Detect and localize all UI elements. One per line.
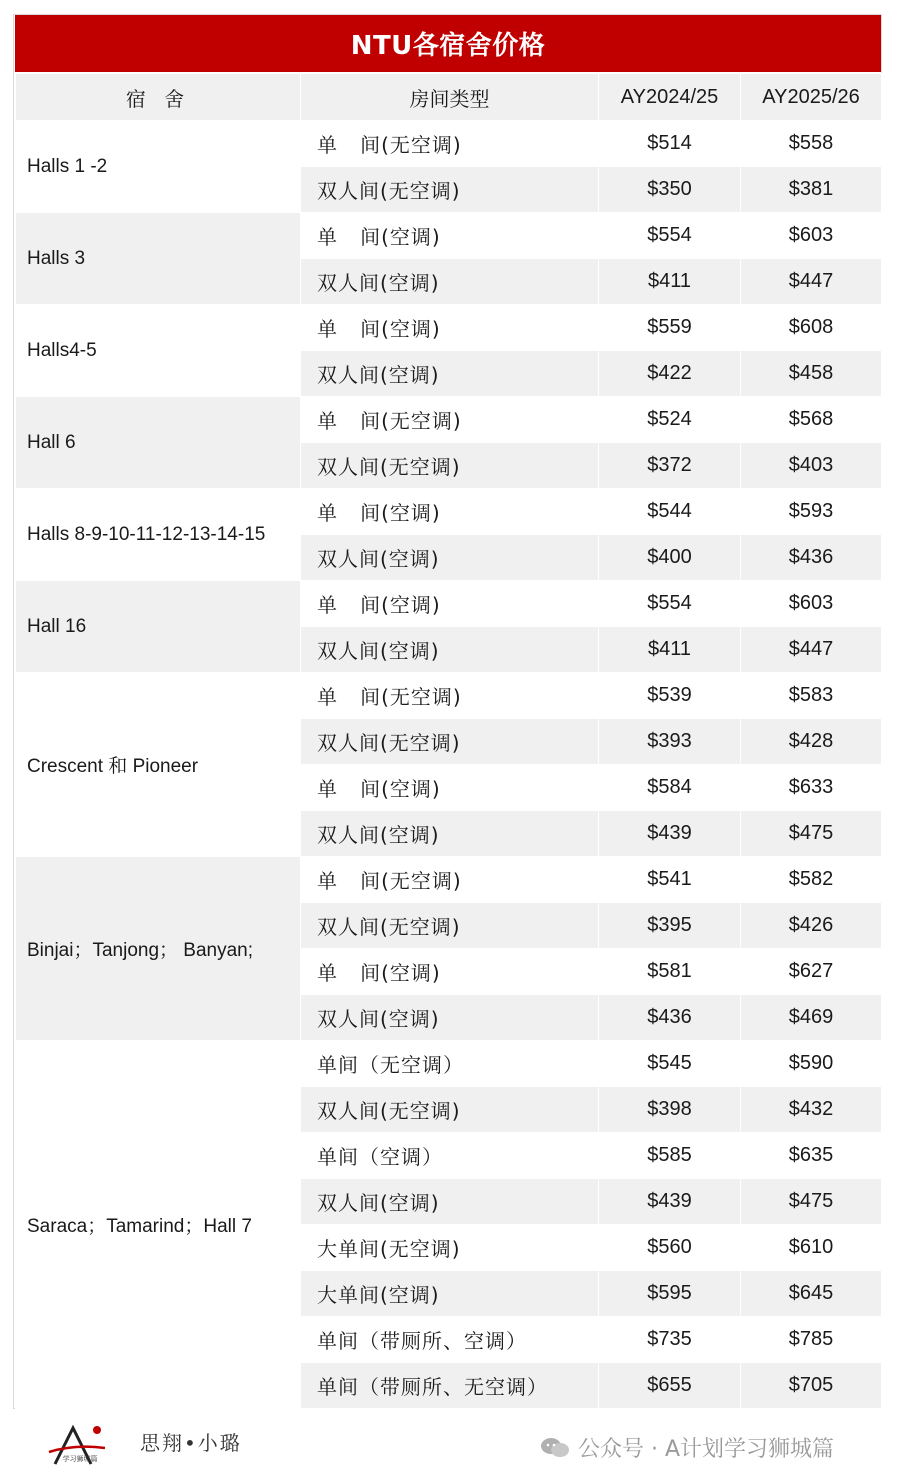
price-ay2025-26: $447 — [741, 627, 882, 673]
price-ay2024-25: $585 — [599, 1133, 741, 1179]
table-row — [16, 305, 882, 351]
price-ay2025-26: $458 — [741, 351, 882, 397]
table-row — [16, 213, 882, 259]
price-ay2024-25: $398 — [599, 1087, 741, 1133]
price-ay2025-26: $426 — [741, 903, 882, 949]
table-row — [16, 673, 882, 719]
room-type: 双人间(无空调) — [301, 719, 599, 765]
price-ay2024-25: $595 — [599, 1271, 741, 1317]
price-ay2024-25: $439 — [599, 811, 741, 857]
header-room-type: 房间类型 — [301, 74, 599, 121]
price-table-body — [16, 121, 882, 1409]
header-ay2025-26: AY2025/26 — [741, 74, 882, 121]
price-ay2025-26: $610 — [741, 1225, 882, 1271]
price-ay2024-25: $439 — [599, 1179, 741, 1225]
price-ay2025-26: $785 — [741, 1317, 882, 1363]
price-ay2024-25: $735 — [599, 1317, 741, 1363]
price-ay2024-25: $544 — [599, 489, 741, 535]
price-ay2024-25: $395 — [599, 903, 741, 949]
header-ay2024-25: AY2024/25 — [599, 74, 741, 121]
price-ay2025-26: $568 — [741, 397, 882, 443]
room-type: 双人间(空调) — [301, 627, 599, 673]
price-ay2025-26: $627 — [741, 949, 882, 995]
price-ay2024-25: $524 — [599, 397, 741, 443]
price-ay2025-26: $403 — [741, 443, 882, 489]
price-ay2024-25: $422 — [599, 351, 741, 397]
price-ay2024-25: $372 — [599, 443, 741, 489]
price-ay2025-26: $603 — [741, 581, 882, 627]
room-type: 单 间(空调) — [301, 765, 599, 811]
price-ay2025-26: $475 — [741, 811, 882, 857]
room-type: 单 间(空调) — [301, 949, 599, 995]
price-ay2025-26: $633 — [741, 765, 882, 811]
price-ay2024-25: $560 — [599, 1225, 741, 1271]
price-ay2024-25: $584 — [599, 765, 741, 811]
price-ay2024-25: $393 — [599, 719, 741, 765]
hall-name: Halls 8-9-10-11-12-13-14-15 — [16, 489, 301, 581]
price-ay2025-26: $436 — [741, 535, 882, 581]
price-ay2025-26: $558 — [741, 121, 882, 167]
price-ay2025-26: $447 — [741, 259, 882, 305]
room-type: 双人间(无空调) — [301, 903, 599, 949]
room-type: 双人间(空调) — [301, 1179, 599, 1225]
price-ay2025-26: $590 — [741, 1041, 882, 1087]
room-type: 单 间(无空调) — [301, 673, 599, 719]
price-ay2025-26: $582 — [741, 857, 882, 903]
price-ay2025-26: $603 — [741, 213, 882, 259]
price-ay2024-25: $554 — [599, 213, 741, 259]
table-row — [16, 489, 882, 535]
room-type: 单 间(空调) — [301, 305, 599, 351]
price-table — [15, 73, 882, 1409]
room-type: 单间（无空调） — [301, 1041, 599, 1087]
room-type: 大单间(空调) — [301, 1271, 599, 1317]
price-ay2024-25: $541 — [599, 857, 741, 903]
price-ay2025-26: $635 — [741, 1133, 882, 1179]
price-ay2024-25: $350 — [599, 167, 741, 213]
room-type: 双人间(空调) — [301, 351, 599, 397]
room-type: 单间（带厕所、无空调） — [301, 1363, 599, 1409]
room-type: 单 间(无空调) — [301, 397, 599, 443]
room-type: 单 间(无空调) — [301, 857, 599, 903]
header-dorm: 宿 舍 — [16, 74, 301, 121]
room-type: 单间（空调） — [301, 1133, 599, 1179]
logo-icon — [45, 1422, 115, 1472]
room-type: 单 间(空调) — [301, 581, 599, 627]
price-ay2025-26: $593 — [741, 489, 882, 535]
hall-name: Halls 1 -2 — [16, 121, 301, 213]
table-row — [16, 121, 882, 167]
wechat-watermark — [540, 1432, 834, 1463]
room-type: 双人间(无空调) — [301, 167, 599, 213]
room-type: 双人间(无空调) — [301, 443, 599, 489]
room-type: 双人间(无空调) — [301, 1087, 599, 1133]
price-ay2024-25: $436 — [599, 995, 741, 1041]
table-row — [16, 581, 882, 627]
price-ay2025-26: $432 — [741, 1087, 882, 1133]
hall-name: Hall 16 — [16, 581, 301, 673]
price-ay2024-25: $539 — [599, 673, 741, 719]
brand-signature: 思翔•小璐 — [140, 1431, 242, 1455]
room-type: 单 间(空调) — [301, 489, 599, 535]
footer — [15, 1410, 881, 1480]
room-type: 单间（带厕所、空调） — [301, 1317, 599, 1363]
room-type: 双人间(空调) — [301, 811, 599, 857]
price-ay2024-25: $514 — [599, 121, 741, 167]
room-type: 双人间(空调) — [301, 535, 599, 581]
price-ay2025-26: $428 — [741, 719, 882, 765]
room-type: 双人间(空调) — [301, 995, 599, 1041]
logo-caption: 学习狮城篇 — [62, 1455, 98, 1463]
price-ay2025-26: $645 — [741, 1271, 882, 1317]
room-type: 单 间(空调) — [301, 213, 599, 259]
wechat-icon — [540, 1436, 570, 1460]
hall-name: Halls4-5 — [16, 305, 301, 397]
room-type: 双人间(空调) — [301, 259, 599, 305]
price-ay2024-25: $655 — [599, 1363, 741, 1409]
price-ay2024-25: $545 — [599, 1041, 741, 1087]
table-row — [16, 397, 882, 443]
hall-name: Binjai；Tanjong； Banyan; — [16, 857, 301, 1041]
room-type: 单 间(无空调) — [301, 121, 599, 167]
price-ay2024-25: $400 — [599, 535, 741, 581]
wechat-label: 公众号 · A计划学习狮城篇 — [578, 1437, 835, 1462]
price-ay2024-25: $411 — [599, 259, 741, 305]
hall-name: Crescent 和 Pioneer — [16, 673, 301, 857]
price-ay2024-25: $559 — [599, 305, 741, 351]
price-ay2025-26: $583 — [741, 673, 882, 719]
price-ay2025-26: $608 — [741, 305, 882, 351]
table-title: NTU各宿舍价格 — [15, 15, 881, 72]
price-ay2024-25: $581 — [599, 949, 741, 995]
table-row — [16, 1041, 882, 1087]
hall-name: Saraca；Tamarind；Hall 7 — [16, 1041, 301, 1409]
header-row — [16, 74, 882, 121]
hall-name: Hall 6 — [16, 397, 301, 489]
room-type: 大单间(无空调) — [301, 1225, 599, 1271]
price-ay2024-25: $411 — [599, 627, 741, 673]
price-ay2024-25: $554 — [599, 581, 741, 627]
price-ay2025-26: $469 — [741, 995, 882, 1041]
price-ay2025-26: $475 — [741, 1179, 882, 1225]
price-ay2025-26: $381 — [741, 167, 882, 213]
price-ay2025-26: $705 — [741, 1363, 882, 1409]
table-row — [16, 857, 882, 903]
hall-name: Halls 3 — [16, 213, 301, 305]
